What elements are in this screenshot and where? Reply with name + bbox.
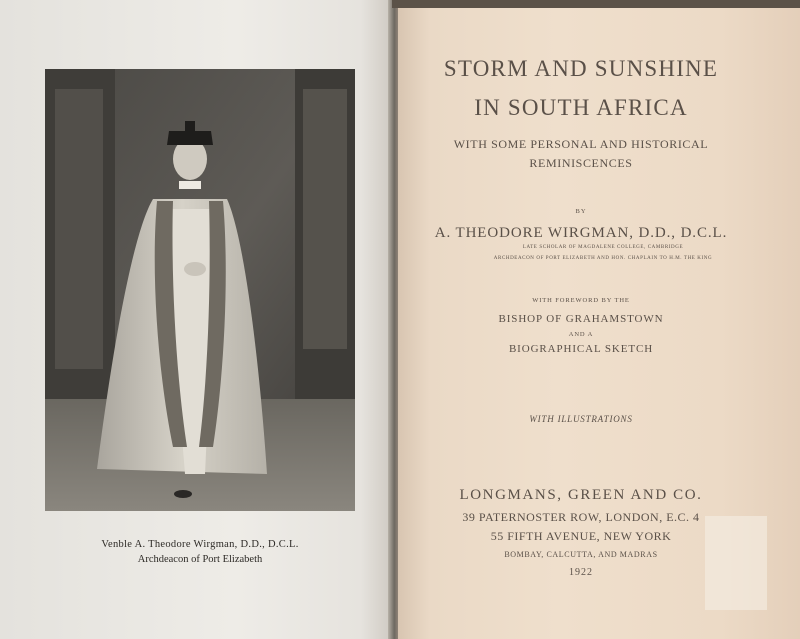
frontispiece-caption-name: Venble A. Theodore Wirgman, D.D., D.C.L. bbox=[101, 538, 299, 550]
author-credentials-2: ARCHDEACON OF PORT ELIZABETH AND HON. CHAPLAIN TO H.M. THE KING bbox=[493, 256, 713, 261]
publisher-name: LONGMANS, GREEN AND CO. bbox=[459, 487, 703, 503]
foreword-line-2: BISHOP OF GRAHAMSTOWN bbox=[498, 313, 664, 325]
publisher-address-1: 39 PATERNOSTER ROW, LONDON, E.C. 4 bbox=[462, 510, 700, 524]
illustrations-note: WITH ILLUSTRATIONS bbox=[529, 414, 633, 424]
publisher-address-2: 55 FIFTH AVENUE, NEW YORK bbox=[490, 529, 672, 543]
foreword-line-4: BIOGRAPHICAL SKETCH bbox=[508, 343, 654, 355]
book-top-edge bbox=[392, 0, 800, 8]
portrait-of-clergyman bbox=[45, 69, 355, 511]
book-title-line-2: IN SOUTH AFRICA bbox=[474, 95, 688, 120]
frontispiece-photograph bbox=[45, 69, 355, 511]
publication-year: 1922 bbox=[569, 567, 593, 578]
author-credentials-1: LATE SCHOLAR OF MAGDALENE COLLEGE, CAMBRIDGE bbox=[522, 245, 684, 250]
book-title-line-1: STORM AND SUNSHINE bbox=[443, 56, 719, 81]
by-line: BY bbox=[575, 208, 587, 215]
foreword-line-1: WITH FOREWORD BY THE bbox=[532, 297, 630, 304]
frontispiece-caption-title: Archdeacon of Port Elizabeth bbox=[137, 553, 263, 565]
foreword-line-3: AND A bbox=[568, 331, 594, 338]
subtitle-line-2: REMINISCENCES bbox=[529, 156, 633, 170]
author-name: A. THEODORE WIRGMAN, D.D., D.C.L. bbox=[434, 225, 728, 241]
subtitle-line-1: WITH SOME PERSONAL AND HISTORICAL bbox=[453, 137, 709, 151]
publisher-address-3: BOMBAY, CALCUTTA, AND MADRAS bbox=[504, 550, 658, 559]
